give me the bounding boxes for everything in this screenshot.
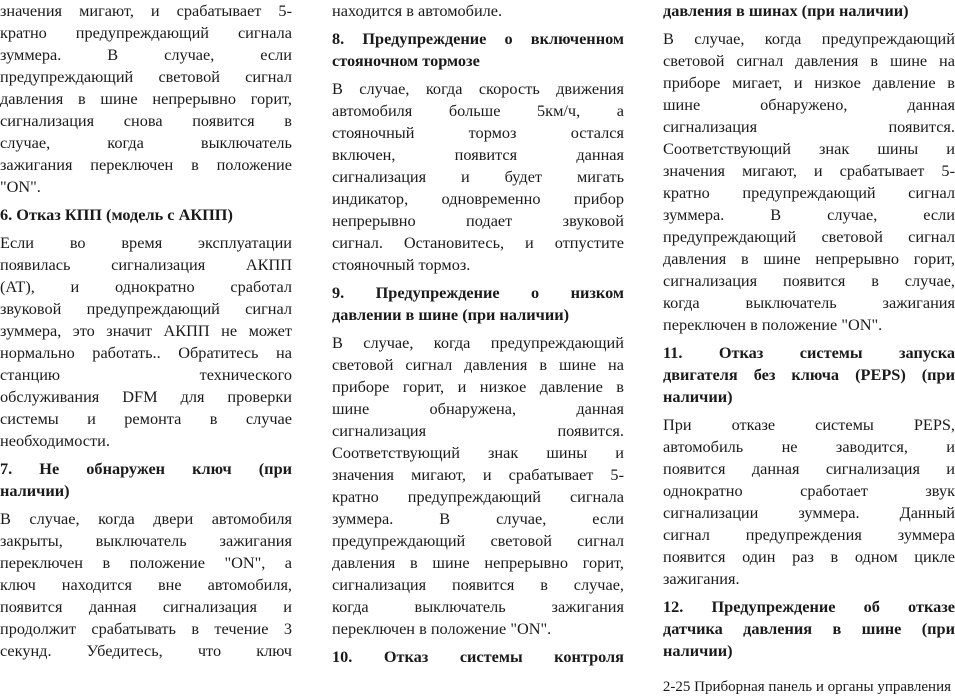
text-line: наличии) — [0, 481, 70, 500]
text-line: обслуживания DFM для проверки — [0, 387, 292, 406]
text-line: появится данная сигнализация и — [663, 459, 955, 478]
text-line: кратно предупреждающий сигнала — [332, 487, 624, 506]
text-line: зуммера, это значит АКПП не может — [0, 321, 292, 340]
text-line: закрыты, выключатель зажигания — [0, 531, 292, 550]
section-heading — [0, 204, 292, 226]
text-line: 10. Отказ системы контроля — [332, 647, 624, 666]
text-line: сигнализация появится. — [663, 117, 955, 136]
text-line: 9. Предупреждение о низком — [332, 283, 624, 302]
text-line: сигнализация появится в случае, — [332, 575, 624, 594]
text-line: включен, появится данная — [332, 145, 624, 164]
text-line: нормально работать.. Обратитесь на — [0, 343, 292, 362]
text-line: зажигания. — [663, 569, 740, 588]
text-line: автомобиля больше 5км/ч, а — [332, 101, 624, 120]
body-paragraph — [0, 0, 292, 198]
text-line: переключен в положение "ON", а — [0, 553, 292, 572]
text-line: кратно предупреждающий сигнала — [0, 23, 292, 42]
text-line: стояночный тормоз остался — [332, 123, 624, 142]
text-column-2 — [332, 0, 624, 668]
text-line: световой сигнал давления в шине на — [663, 51, 955, 70]
text-line: При отказе системы PEPS, — [663, 415, 955, 434]
text-line: секунд. Убедитесь, что ключ — [0, 641, 292, 660]
section-heading — [332, 646, 624, 668]
page-footer — [663, 678, 951, 696]
text-line: зуммера. В случае, если — [332, 509, 624, 528]
text-line: сигнализация появится в случае, — [663, 271, 955, 290]
text-line: двигателя без ключа (PEPS) (при — [663, 365, 955, 384]
text-line: сигнал. Остановитесь, и отпустите — [332, 233, 624, 252]
text-line: сигнализации зуммера. Данный — [663, 503, 955, 522]
text-line: сигнализация снова появится в — [0, 111, 292, 130]
section-title: Приборная панель и органы управления — [694, 679, 951, 695]
body-paragraph — [0, 508, 292, 662]
text-line: давления в шине непрерывно горит, — [332, 553, 624, 572]
text-line: В случае, когда двери автомобиля — [0, 509, 292, 528]
text-line: "ON". — [0, 177, 41, 196]
text-line: приборе мигает, и низкое давление в — [663, 73, 955, 92]
text-line: 7. Не обнаружен ключ (при — [0, 459, 292, 478]
text-line: давлении в шине (при наличии) — [332, 305, 570, 324]
text-line: сигнализация появится. — [332, 421, 624, 440]
text-line: сигнализация и будет мигать — [332, 167, 624, 186]
text-line: значения мигают, и срабатывает 5- — [332, 465, 624, 484]
text-line: находится в автомобиле. — [332, 1, 503, 20]
section-heading — [332, 28, 624, 72]
text-line: индикатор, одновременно прибор — [332, 189, 624, 208]
text-line: когда выключатель зажигания — [332, 597, 624, 616]
text-line: Соответствующий знак шины и — [332, 443, 624, 462]
text-line: предупреждающий световой сигнал — [332, 531, 624, 550]
text-line: кратно предупреждающий сигнал — [663, 183, 955, 202]
text-line: шине обнаружена, данная — [332, 399, 624, 418]
text-line: В случае, когда скорость движения — [332, 79, 624, 98]
text-line: значения мигают, и срабатывает 5- — [663, 161, 955, 180]
text-line: зажигания переключен в положение — [0, 155, 292, 174]
text-line: значения мигают, и срабатывает 5- — [0, 1, 292, 20]
text-line: Если во время эксплуатации — [0, 233, 292, 252]
text-column-3 — [663, 0, 955, 662]
text-line: 12. Предупреждение об отказе — [663, 597, 955, 616]
text-line: давления в шинах (при наличии) — [663, 1, 909, 20]
text-line: зуммера. В случае, если — [0, 45, 292, 64]
section-heading — [663, 596, 955, 662]
text-line: В случае, когда предупреждающий — [332, 333, 624, 352]
text-line: световой сигнал давления в шине на — [332, 355, 624, 374]
text-line: случае, когда выключатель — [0, 133, 292, 152]
text-line: стояночном тормозе — [332, 51, 480, 70]
text-line: звуковой предупреждающий сигнал — [0, 299, 292, 318]
body-paragraph — [332, 78, 624, 276]
body-paragraph — [332, 332, 624, 640]
text-line: наличии) — [663, 641, 733, 660]
text-line: переключен в положение "ON". — [663, 315, 883, 334]
text-line: ключ находится вне автомобиля, — [0, 575, 292, 594]
section-heading — [0, 458, 292, 502]
text-line: необходимости. — [0, 431, 110, 450]
text-line: сигнал предупреждения зуммера — [663, 525, 955, 544]
body-paragraph — [663, 414, 955, 590]
text-line: давления в шине непрерывно горит, — [663, 249, 955, 268]
text-line: Соответствующий знак шины и — [663, 139, 955, 158]
text-line: предупреждающий световой сигнал — [0, 67, 292, 86]
text-line: наличии) — [663, 387, 733, 406]
page-number: 2-25 — [662, 679, 691, 695]
text-line: однократно сработает звук — [663, 481, 955, 500]
text-column-1 — [0, 0, 292, 662]
text-line: продолжит срабатывать в течение 3 — [0, 619, 292, 638]
section-heading — [663, 0, 955, 22]
text-line: приборе горит, и низкое давление в — [332, 377, 624, 396]
text-line: В случае, когда предупреждающий — [663, 29, 955, 48]
text-line: датчика давления в шине (при — [663, 619, 955, 638]
text-line: автомобиль не заводится, и — [663, 437, 955, 456]
text-line: давления в шине непрерывно горит, — [0, 89, 292, 108]
body-paragraph — [332, 0, 624, 22]
section-heading — [332, 282, 624, 326]
text-line: системы и ремонта в случае — [0, 409, 292, 428]
text-line: появится данная сигнализация и — [0, 597, 292, 616]
text-line: (AT), и однократно сработал — [0, 277, 292, 296]
text-line: зуммера. В случае, если — [663, 205, 955, 224]
text-line: 11. Отказ системы запуска — [663, 343, 955, 362]
text-line: стояночный тормоз. — [332, 255, 471, 274]
text-line: предупреждающий световой сигнал — [663, 227, 955, 246]
body-paragraph — [663, 28, 955, 336]
body-paragraph — [0, 232, 292, 452]
text-line: шине обнаружено, данная — [663, 95, 955, 114]
text-line: непрерывно подает звуковой — [332, 211, 624, 230]
text-line: станцию технического — [0, 365, 292, 384]
text-line: когда выключатель зажигания — [663, 293, 955, 312]
text-line: 8. Предупреждение о включенном — [332, 29, 624, 48]
text-line: появится один раз в одном цикле — [663, 547, 955, 566]
section-heading — [663, 342, 955, 408]
text-line: появилась сигнализация АКПП — [0, 255, 292, 274]
text-line: переключен в положение "ON". — [332, 619, 552, 638]
text-line: 6. Отказ КПП (модель с АКПП) — [0, 205, 233, 224]
